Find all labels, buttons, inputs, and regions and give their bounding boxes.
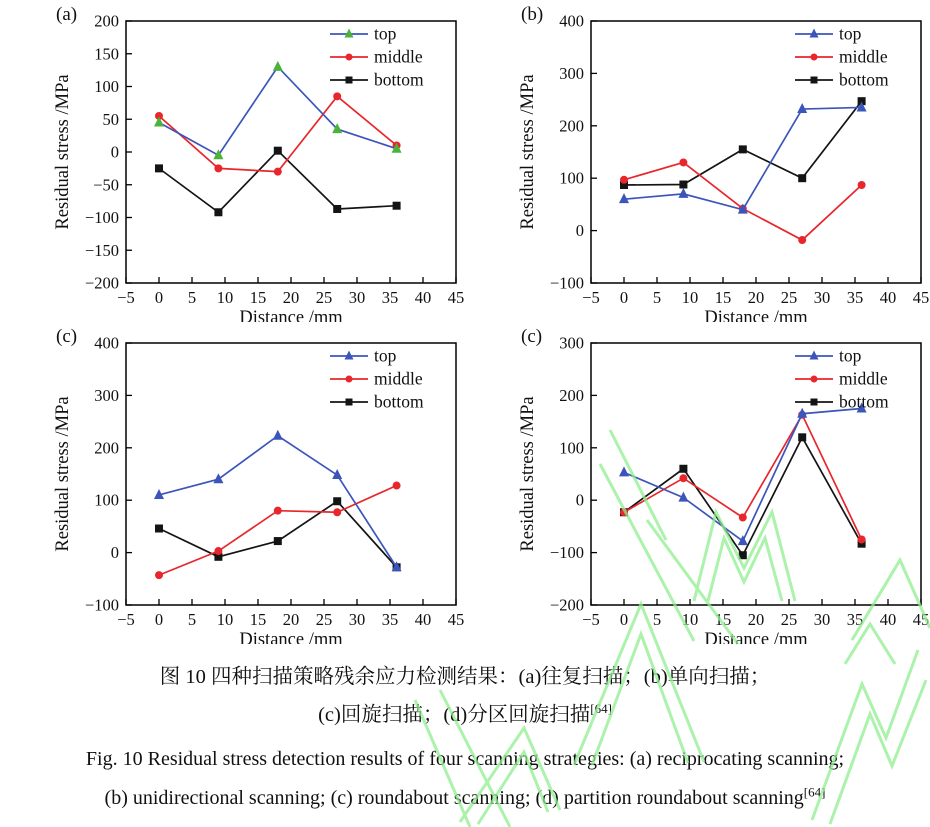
y-tick-label: 200	[94, 438, 119, 458]
x-tick-label: 0	[154, 610, 164, 629]
panel-label: (a)	[56, 4, 78, 25]
y-axis-title: Residual stress /MPa	[53, 74, 73, 230]
y-tick-label: −200	[84, 273, 119, 293]
x-tick-label: 5	[652, 288, 662, 307]
x-tick-label: 15	[714, 288, 732, 307]
x-tick-label: 0	[154, 288, 164, 307]
y-tick-label: 100	[94, 77, 119, 96]
x-tick-label: 15	[249, 288, 267, 307]
y-tick-label: 0	[110, 142, 119, 162]
x-tick-label: 40	[414, 610, 432, 629]
y-tick-label: 50	[102, 109, 119, 129]
y-tick-label: 300	[94, 385, 119, 405]
x-tick-label: 35	[846, 288, 864, 307]
x-tick-label: 5	[187, 610, 197, 629]
y-tick-label: 0	[110, 543, 119, 563]
x-tick-label: 30	[348, 610, 366, 629]
legend-label-top: top	[839, 23, 862, 44]
y-axis-title: Residual stress /MPa	[53, 396, 73, 552]
x-tick-label: 40	[414, 288, 432, 307]
y-tick-label: −100	[84, 595, 119, 615]
y-axis-title: Residual stress /MPa	[518, 74, 538, 230]
x-tick-label: 25	[780, 288, 798, 307]
caption-en-line2	[0, 785, 930, 811]
y-tick-label: 300	[559, 63, 584, 83]
y-tick-label: −100	[549, 273, 584, 293]
panel-label: (c)	[521, 326, 543, 347]
x-tick-label: 45	[447, 288, 465, 307]
citation-superscript-en: [64]	[803, 784, 826, 800]
y-tick-label: 200	[559, 385, 584, 405]
x-tick-label: 10	[216, 288, 234, 307]
y-tick-label: 200	[559, 116, 584, 136]
caption-zh-line1-text: 图 10 四种扫描策略残余应力检测结果：(a)往复扫描；(b)单向扫描；	[159, 666, 771, 688]
x-tick-label: 10	[216, 610, 234, 629]
legend-label-middle: middle	[374, 368, 423, 389]
x-tick-label: 10	[681, 288, 699, 307]
legend-label-top: top	[374, 345, 397, 366]
x-axis-title: Distance /mm	[239, 630, 343, 644]
y-tick-label: 0	[575, 490, 584, 510]
x-tick-label: 20	[282, 610, 300, 629]
x-tick-label: 35	[381, 610, 399, 629]
x-tick-label: 15	[249, 610, 267, 629]
x-tick-label: 25	[780, 610, 798, 629]
y-tick-label: 400	[559, 11, 584, 31]
legend-label-top: top	[839, 345, 862, 366]
caption-zh-line1	[0, 664, 930, 690]
x-tick-label: 35	[846, 610, 864, 629]
y-tick-label: 400	[94, 333, 119, 353]
x-tick-label: 10	[681, 610, 699, 629]
caption-zh-line2-text: (c)回旋扫描；(d)分区回旋扫描	[318, 704, 591, 726]
x-tick-label: 20	[282, 288, 300, 307]
legend-label-middle: middle	[374, 46, 423, 67]
x-tick-label: 25	[315, 610, 333, 629]
x-tick-label: 40	[879, 288, 897, 307]
legend-label-bottom: bottom	[374, 391, 424, 412]
legend-label-middle: middle	[839, 46, 888, 67]
y-tick-label: −150	[84, 240, 119, 260]
x-tick-label: 20	[747, 288, 765, 307]
y-axis-title: Residual stress /MPa	[518, 396, 538, 552]
x-tick-label: 0	[619, 288, 629, 307]
legend-label-bottom: bottom	[839, 391, 889, 412]
legend-label-bottom: bottom	[839, 69, 889, 90]
caption-en-line1-text: Fig. 10 Residual stress detection results of four scanning strategies: (a) reciprocating scanning;	[85, 748, 845, 770]
y-tick-label: 100	[94, 490, 119, 510]
caption-zh-line2	[0, 702, 930, 728]
caption-en-line1	[0, 746, 930, 772]
x-tick-label: 40	[879, 610, 897, 629]
y-tick-label: 0	[575, 221, 584, 241]
x-axis-title: Distance /mm	[704, 308, 808, 322]
y-tick-label: −100	[84, 208, 119, 227]
y-tick-label: 300	[559, 333, 584, 353]
panel-label: (b)	[521, 4, 544, 25]
x-tick-label: −5	[117, 288, 135, 307]
x-tick-label: 15	[714, 610, 732, 629]
y-tick-label: −200	[549, 595, 584, 615]
x-tick-label: 0	[619, 610, 629, 629]
y-tick-label: 100	[559, 438, 584, 458]
x-tick-label: −5	[582, 288, 600, 307]
x-tick-label: 5	[187, 288, 197, 307]
panel-label: (c)	[56, 326, 78, 347]
x-axis-title: Distance /mm	[704, 630, 808, 644]
citation-superscript-zh: [64]	[590, 701, 612, 717]
y-tick-label: 200	[94, 11, 119, 31]
x-tick-label: 45	[912, 288, 930, 307]
legend-label-middle: middle	[839, 368, 888, 389]
x-tick-label: 25	[315, 288, 333, 307]
x-axis-title: Distance /mm	[239, 308, 343, 322]
legend-label-bottom: bottom	[374, 69, 424, 90]
x-tick-label: 35	[381, 288, 399, 307]
caption-en-line2-text: (b) unidirectional scanning; (c) roundabout scanning; (d) partition roundabout scanning	[104, 787, 804, 809]
x-tick-label: 20	[747, 610, 765, 629]
legend-label-top: top	[374, 23, 397, 44]
y-tick-label: −50	[93, 175, 119, 195]
x-tick-label: 30	[813, 288, 831, 307]
x-tick-label: −5	[582, 610, 600, 629]
y-tick-label: 100	[559, 168, 584, 188]
x-tick-label: 5	[652, 610, 662, 629]
x-tick-label: −5	[117, 610, 135, 629]
x-tick-label: 30	[813, 610, 831, 629]
y-tick-label: −100	[549, 543, 584, 563]
x-tick-label: 30	[348, 288, 366, 307]
x-tick-label: 45	[447, 610, 465, 629]
y-tick-label: 150	[94, 44, 119, 64]
x-tick-label: 45	[912, 610, 930, 629]
